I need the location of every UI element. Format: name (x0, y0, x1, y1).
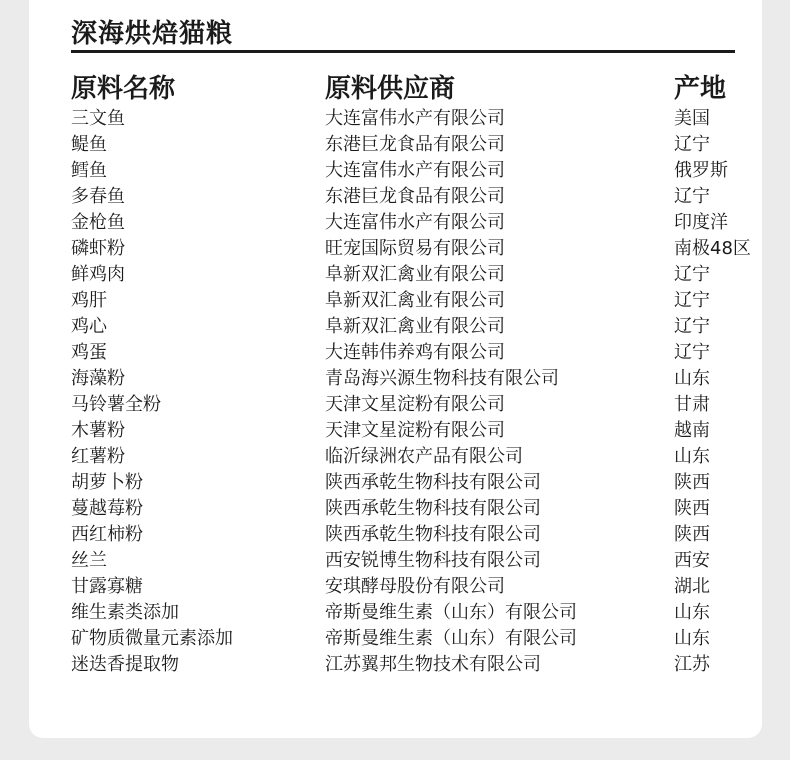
ingredient-supplier: 帝斯曼维生素（山东）有限公司 (325, 602, 577, 623)
ingredient-supplier: 大连富伟水产有限公司 (325, 212, 505, 233)
table-row (0, 340, 790, 366)
table-row (0, 288, 790, 314)
ingredient-name: 丝兰 (71, 550, 107, 571)
table-row (0, 470, 790, 496)
ingredient-supplier: 陕西承乾生物科技有限公司 (325, 498, 541, 519)
ingredient-name: 马铃薯全粉 (71, 394, 161, 415)
table-row (0, 184, 790, 210)
title-divider (71, 50, 735, 53)
ingredient-name: 木薯粉 (71, 420, 125, 441)
ingredient-supplier: 大连富伟水产有限公司 (325, 108, 505, 129)
ingredient-origin: 辽宁 (674, 290, 710, 311)
ingredient-supplier: 青岛海兴源生物科技有限公司 (325, 368, 559, 389)
table-row (0, 366, 790, 392)
ingredient-origin: 辽宁 (674, 264, 710, 285)
ingredient-supplier: 东港巨龙食品有限公司 (325, 186, 505, 207)
page-title: 深海烘焙猫粮 (71, 19, 234, 49)
table-row (0, 626, 790, 652)
column-header-name: 原料名称 (71, 74, 176, 104)
table-row (0, 236, 790, 262)
ingredient-name: 胡萝卜粉 (71, 472, 143, 493)
ingredient-name: 鸡肝 (71, 290, 107, 311)
table-row (0, 496, 790, 522)
ingredient-supplier: 大连韩伟养鸡有限公司 (325, 342, 505, 363)
ingredient-origin: 湖北 (674, 576, 710, 597)
table-row (0, 106, 790, 132)
ingredient-name: 鲜鸡肉 (71, 264, 125, 285)
ingredient-name: 鳀鱼 (71, 134, 107, 155)
ingredient-name: 维生素类添加 (71, 602, 179, 623)
ingredient-supplier: 安琪酵母股份有限公司 (325, 576, 505, 597)
table-row (0, 522, 790, 548)
ingredient-origin: 辽宁 (674, 186, 710, 207)
ingredient-supplier: 东港巨龙食品有限公司 (325, 134, 505, 155)
ingredient-origin: 越南 (674, 420, 710, 441)
table-row (0, 574, 790, 600)
ingredient-origin: 甘肃 (674, 394, 710, 415)
ingredient-origin: 山东 (674, 446, 710, 467)
ingredient-supplier: 旺宠国际贸易有限公司 (325, 238, 505, 259)
table-row (0, 444, 790, 470)
ingredient-supplier: 帝斯曼维生素（山东）有限公司 (325, 628, 577, 649)
table-row (0, 548, 790, 574)
ingredient-origin: 辽宁 (674, 134, 710, 155)
ingredient-name: 蔓越莓粉 (71, 498, 143, 519)
ingredient-name: 鳕鱼 (71, 160, 107, 181)
ingredient-name: 多春鱼 (71, 186, 125, 207)
ingredient-name: 矿物质微量元素添加 (71, 628, 233, 649)
table-row (0, 132, 790, 158)
table-row (0, 652, 790, 678)
ingredient-name: 海藻粉 (71, 368, 125, 389)
table-row (0, 418, 790, 444)
table-row (0, 158, 790, 184)
ingredient-supplier: 阜新双汇禽业有限公司 (325, 264, 505, 285)
ingredient-origin: 辽宁 (674, 342, 710, 363)
ingredient-name: 鸡蛋 (71, 342, 107, 363)
ingredient-supplier: 西安锐博生物科技有限公司 (325, 550, 541, 571)
ingredient-name: 迷迭香提取物 (71, 654, 179, 675)
ingredient-supplier: 大连富伟水产有限公司 (325, 160, 505, 181)
ingredient-supplier: 陕西承乾生物科技有限公司 (325, 472, 541, 493)
ingredient-name: 西红柿粉 (71, 524, 143, 545)
ingredient-name: 甘露寡糖 (71, 576, 143, 597)
ingredient-origin: 印度洋 (674, 212, 728, 233)
ingredient-origin: 江苏 (674, 654, 710, 675)
table-row (0, 392, 790, 418)
ingredient-supplier: 临沂绿洲农产品有限公司 (325, 446, 523, 467)
table-row (0, 600, 790, 626)
table-row (0, 314, 790, 340)
column-header-origin: 产地 (674, 74, 727, 104)
ingredient-supplier: 阜新双汇禽业有限公司 (325, 316, 505, 337)
ingredient-origin: 陕西 (674, 524, 710, 545)
ingredient-name: 红薯粉 (71, 446, 125, 467)
column-header-supplier: 原料供应商 (325, 74, 456, 104)
ingredient-origin: 西安 (674, 550, 710, 571)
ingredient-name: 三文鱼 (71, 108, 125, 129)
ingredient-origin: 山东 (674, 368, 710, 389)
ingredient-name: 磷虾粉 (71, 238, 125, 259)
table-row (0, 210, 790, 236)
ingredient-supplier: 天津文星淀粉有限公司 (325, 394, 505, 415)
ingredient-origin: 辽宁 (674, 316, 710, 337)
ingredient-table (0, 106, 790, 678)
ingredient-supplier: 天津文星淀粉有限公司 (325, 420, 505, 441)
ingredient-origin: 陕西 (674, 472, 710, 493)
ingredient-origin: 俄罗斯 (674, 160, 728, 181)
ingredient-supplier: 阜新双汇禽业有限公司 (325, 290, 505, 311)
ingredient-origin: 陕西 (674, 498, 710, 519)
ingredient-origin: 山东 (674, 602, 710, 623)
ingredient-supplier: 陕西承乾生物科技有限公司 (325, 524, 541, 545)
ingredient-origin: 南极48区 (674, 238, 751, 259)
ingredient-supplier: 江苏翼邦生物技术有限公司 (325, 654, 541, 675)
ingredient-name: 鸡心 (71, 316, 107, 337)
table-row (0, 262, 790, 288)
ingredient-origin: 美国 (674, 108, 710, 129)
ingredient-origin: 山东 (674, 628, 710, 649)
ingredient-name: 金枪鱼 (71, 212, 125, 233)
